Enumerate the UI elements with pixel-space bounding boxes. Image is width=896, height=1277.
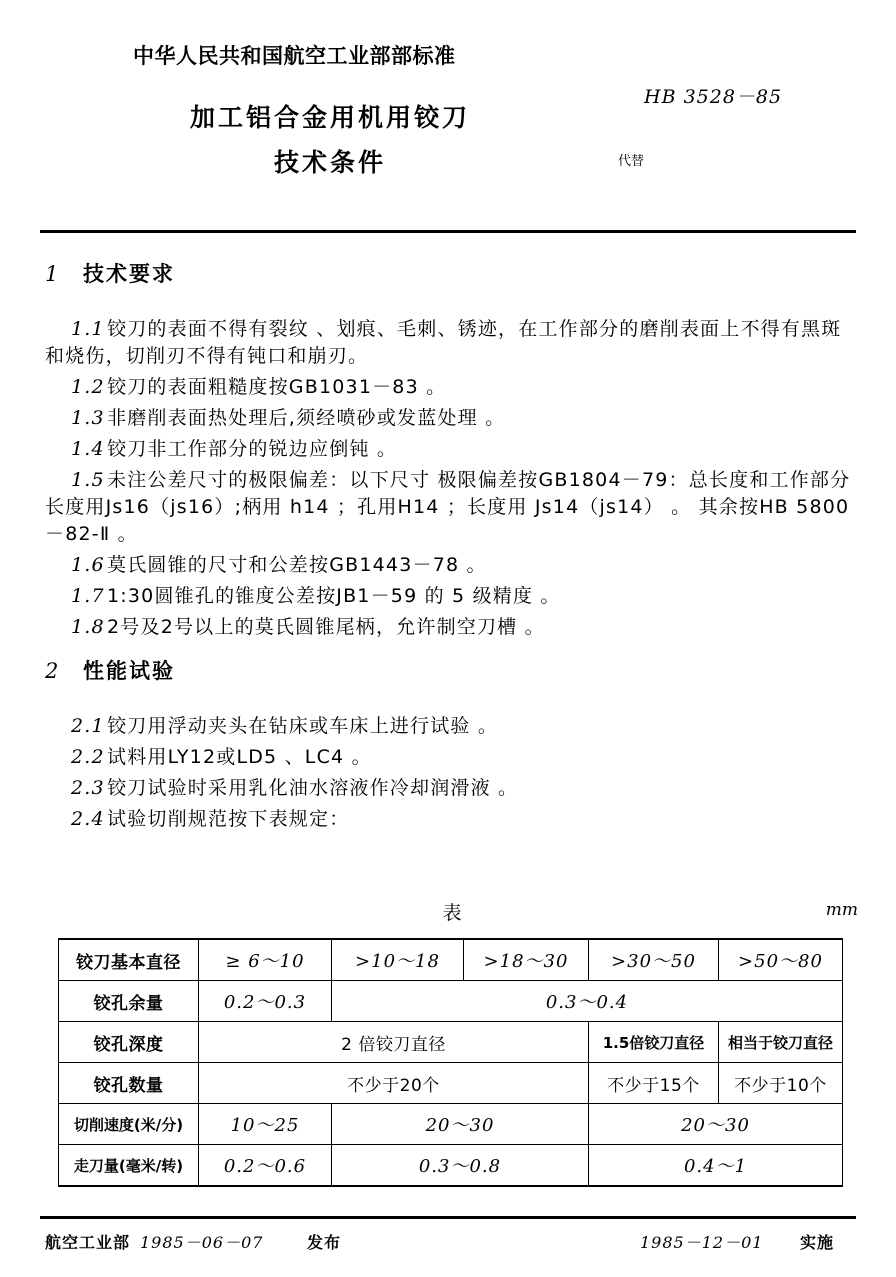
table-cell: 不少于15个 bbox=[589, 1063, 719, 1104]
clause-text: 试料用LY12或LD5 、LC4 。 bbox=[107, 745, 372, 768]
table-cell: 2 倍铰刀直径 bbox=[199, 1022, 589, 1063]
clause-text: 2号及2号以上的莫氏圆锥尾柄，允许制空刀槽 。 bbox=[107, 615, 545, 638]
section-number-2: 2 bbox=[45, 658, 61, 683]
row-header: 铰孔余量 bbox=[59, 981, 199, 1022]
clause-number: 1.2 bbox=[71, 375, 105, 398]
table-cell: 相当于铰刀直径 bbox=[719, 1022, 843, 1063]
row-header: 切削速度(米/分) bbox=[59, 1104, 199, 1145]
clause-1-8 bbox=[45, 614, 860, 641]
clause-number: 1.5 bbox=[71, 468, 105, 491]
clause-2-1 bbox=[45, 713, 860, 740]
table-cell: 10～25 bbox=[199, 1104, 332, 1145]
table-cell: 1.5倍铰刀直径 bbox=[589, 1022, 719, 1063]
clause-number: 1.6 bbox=[71, 553, 105, 576]
clause-1-3 bbox=[45, 405, 860, 432]
clause-1-1 bbox=[45, 316, 860, 370]
document-title-line-2: 技术条件 bbox=[273, 148, 386, 177]
clause-number: 1.1 bbox=[71, 318, 105, 340]
table-cell: ≥ 6～10 bbox=[199, 939, 332, 981]
clause-text: 莫氏圆锥的尺寸和公差按GB1443－78 。 bbox=[107, 553, 487, 576]
table-caption: 表 bbox=[442, 902, 463, 924]
clause-text: 铰刀的表面粗糙度按GB1031－83 。 bbox=[107, 375, 447, 398]
clause-text: 1:30圆锥孔的锥度公差按JB1－59 的 5 级精度 。 bbox=[107, 584, 561, 607]
footer-publish-label: 发布 bbox=[307, 1233, 342, 1252]
clause-2-3 bbox=[45, 775, 860, 802]
section-heading-2 bbox=[45, 655, 860, 685]
footer-effective-label: 实施 bbox=[800, 1233, 835, 1252]
clause-text: 铰刀用浮动夹头在钻床或车床上进行试验 。 bbox=[107, 714, 499, 737]
table-cell: 0.2～0.6 bbox=[199, 1145, 332, 1187]
table-cell: 20～30 bbox=[332, 1104, 589, 1145]
table-row bbox=[59, 1063, 843, 1104]
table-unit-label: mm bbox=[825, 900, 858, 920]
clause-number: 2.1 bbox=[71, 714, 105, 737]
table-cell: >50～80 bbox=[719, 939, 843, 981]
table-row bbox=[59, 1145, 843, 1187]
table-cell: 0.2～0.3 bbox=[199, 981, 332, 1022]
section-heading-1 bbox=[45, 258, 860, 288]
row-header: 铰刀基本直径 bbox=[59, 939, 199, 981]
clause-number: 2.2 bbox=[71, 745, 105, 768]
clause-number: 1.8 bbox=[71, 615, 105, 638]
table-cell: 0.3～0.4 bbox=[332, 981, 843, 1022]
table-row bbox=[59, 981, 843, 1022]
cutting-spec-table bbox=[58, 938, 843, 1187]
footer-effective-date: 1985－12－01 bbox=[640, 1233, 764, 1252]
document-body bbox=[45, 258, 860, 837]
clause-text: 未注公差尺寸的极限偏差：以下尺寸 极限偏差按GB1804－79：总长度和工作部分长度用Js16（js16）;柄用 h14 ；孔用H14 ；长度用 Js14（js14） 。 其余按HB 5800－82-Ⅱ 。 bbox=[45, 468, 851, 545]
replaces-label: 代替 bbox=[618, 154, 645, 169]
header-divider bbox=[40, 230, 856, 233]
table-cell: 不少于10个 bbox=[719, 1063, 843, 1104]
clause-2-4 bbox=[45, 806, 860, 833]
clause-2-2 bbox=[45, 744, 860, 771]
document-title-line-1: 加工铝合金用机用铰刀 bbox=[189, 103, 470, 132]
clause-1-2 bbox=[45, 374, 860, 401]
table-caption-row bbox=[45, 898, 860, 924]
clause-1-6 bbox=[45, 552, 860, 579]
clause-number: 2.3 bbox=[71, 776, 105, 799]
table-cell: >18～30 bbox=[464, 939, 589, 981]
clause-text: 非磨削表面热处理后,须经喷砂或发蓝处理 。 bbox=[107, 406, 506, 429]
footer-issue-date: 1985－06－07 bbox=[140, 1233, 264, 1252]
table-cell: 20～30 bbox=[589, 1104, 843, 1145]
clause-number: 1.4 bbox=[71, 437, 105, 460]
clause-1-4 bbox=[45, 436, 860, 463]
clause-1-5 bbox=[45, 467, 860, 548]
clause-text: 铰刀的表面不得有裂纹 、划痕、毛刺、锈迹，在工作部分的磨削表面上不得有黑斑和烧伤，切削刃不得有钝口和崩刃。 bbox=[45, 318, 842, 367]
table-cell: 0.3～0.8 bbox=[332, 1145, 589, 1187]
table-cell: >30～50 bbox=[589, 939, 719, 981]
table-cell: >10～18 bbox=[332, 939, 464, 981]
footer-issuer: 航空工业部 bbox=[45, 1233, 131, 1252]
table-cell: 不少于20个 bbox=[199, 1063, 589, 1104]
row-header: 铰孔深度 bbox=[59, 1022, 199, 1063]
table-row bbox=[59, 939, 843, 981]
footer-divider bbox=[40, 1216, 856, 1219]
clause-number: 1.7 bbox=[71, 584, 105, 607]
clause-text: 试验切削规范按下表规定： bbox=[107, 807, 350, 830]
row-header: 走刀量(毫米/转) bbox=[59, 1145, 199, 1187]
table-cell: 0.4～1 bbox=[589, 1145, 843, 1187]
document-title bbox=[120, 105, 540, 175]
clause-text: 铰刀试验时采用乳化油水溶液作冷却润滑液 。 bbox=[107, 776, 519, 799]
clause-number: 1.3 bbox=[71, 406, 105, 429]
organization-title: 中华人民共和国航空工业部部标准 bbox=[133, 44, 456, 68]
clause-text: 铰刀非工作部分的锐边应倒钝 。 bbox=[107, 437, 398, 460]
row-header: 铰孔数量 bbox=[59, 1063, 199, 1104]
section-title-2: 性能试验 bbox=[83, 658, 175, 683]
section-title-1: 技术要求 bbox=[83, 262, 175, 286]
document-footer bbox=[45, 1228, 860, 1258]
section-number-1: 1 bbox=[45, 262, 61, 286]
clause-number: 2.4 bbox=[71, 807, 105, 830]
table-row bbox=[59, 1104, 843, 1145]
clause-1-7 bbox=[45, 583, 860, 610]
standard-number: HB 3528－85 bbox=[644, 86, 783, 108]
table-row bbox=[59, 1022, 843, 1063]
